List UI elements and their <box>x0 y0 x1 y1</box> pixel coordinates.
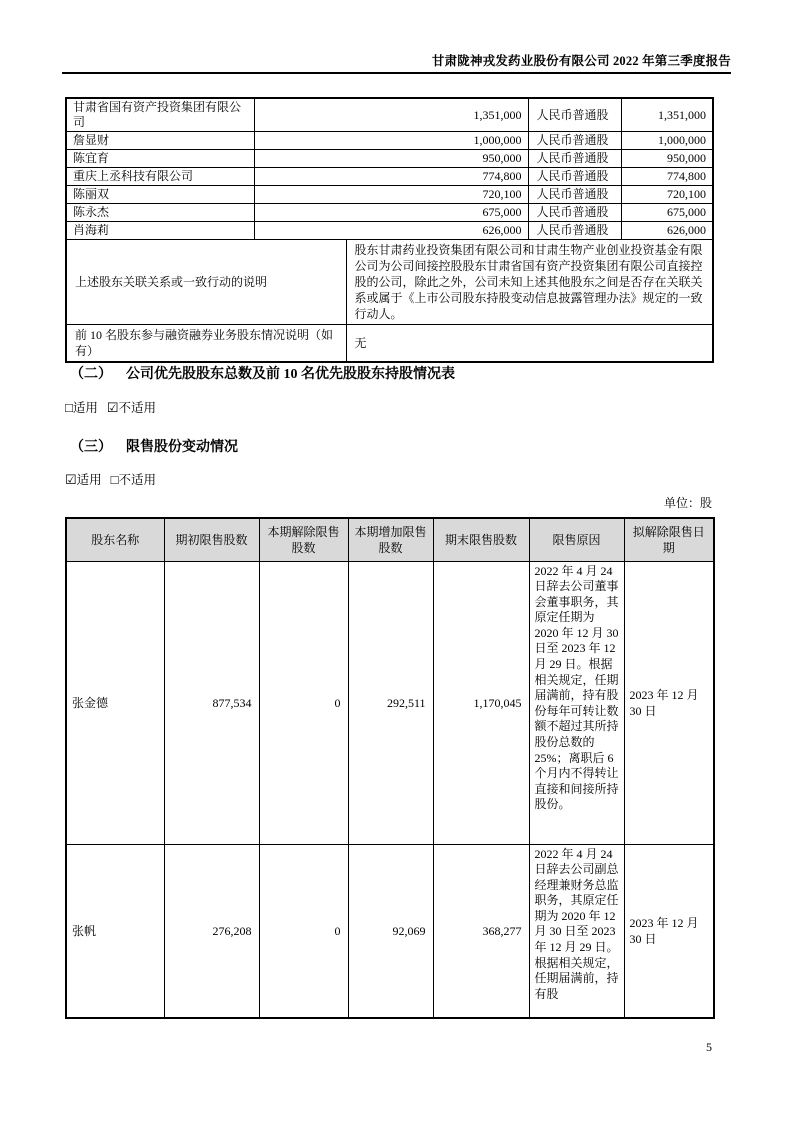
table-row <box>66 186 713 204</box>
applicable-option <box>65 473 102 487</box>
table-header-row <box>66 518 714 561</box>
shareholder-name: 张金德 <box>66 561 164 844</box>
col-header-released: 本期解除限售股数 <box>259 518 348 561</box>
shareholder-name: 张帆 <box>66 844 164 1018</box>
share-type: 人民币普通股 <box>528 132 621 150</box>
col-header-begin-restricted: 期初限售股数 <box>164 518 259 561</box>
col-header-end-restricted: 期末限售股数 <box>433 518 529 561</box>
shares-held: 675,000 <box>254 204 528 222</box>
shareholder-name: 陈永杰 <box>66 204 254 222</box>
shares-count: 950,000 <box>621 150 713 168</box>
table-row <box>66 98 713 132</box>
added-restricted-shares: 92,069 <box>348 844 433 1018</box>
shares-held: 950,000 <box>254 150 528 168</box>
shareholder-name: 重庆上丞科技有限公司 <box>66 168 254 186</box>
not-applicable-label: 不适用 <box>118 473 157 487</box>
planned-release-date: 2023 年 12 月 30 日 <box>624 844 714 1018</box>
share-type: 人民币普通股 <box>528 168 621 186</box>
released-shares: 0 <box>259 561 348 844</box>
col-header-release-date: 拟解除限售日期 <box>624 518 714 561</box>
section-3-applicability <box>65 470 156 488</box>
shares-count: 774,800 <box>621 168 713 186</box>
share-type: 人民币普通股 <box>528 150 621 168</box>
shareholder-name: 詹显财 <box>66 132 254 150</box>
section-2-heading <box>70 363 455 383</box>
unit-label: 单位：股 <box>663 496 712 510</box>
applicable-label: 适用 <box>76 473 102 487</box>
col-header-reason: 限售原因 <box>529 518 624 561</box>
not-applicable-option <box>107 401 156 415</box>
section-3-title: 限售股份变动情况 <box>126 440 238 455</box>
shares-count: 626,000 <box>621 222 713 240</box>
table-row <box>66 168 713 186</box>
table-row <box>66 204 713 222</box>
table-row <box>66 150 713 168</box>
restricted-shares-table <box>65 517 715 1019</box>
shares-held: 626,000 <box>254 222 528 240</box>
header-rule <box>62 72 731 74</box>
shareholder-name: 甘肃省国有资产投资集团有限公司 <box>66 98 254 132</box>
checkbox-checked-icon: ☑ <box>106 400 119 415</box>
not-applicable-option <box>111 473 156 487</box>
shares-held: 1,351,000 <box>254 98 528 132</box>
shares-count: 720,100 <box>621 186 713 204</box>
planned-release-date: 2023 年 12 月 30 日 <box>624 561 714 844</box>
relation-note-text: 股东甘肃药业投资集团有限公司和甘肃生物产业创业投资基金有限公司为公司间接控股股东甘肃省国有资产投资集团有限公司直接控股的公司，除此之外，公司未知上述其他股东之间是否存在关联关系或属于《上市公司股东持股变动信息披露管理办法》规定的一致行动人。 <box>346 240 713 325</box>
section-2-number: （二） <box>70 367 112 382</box>
shares-held: 720,100 <box>254 186 528 204</box>
shares-held: 1,000,000 <box>254 132 528 150</box>
shares-count: 1,000,000 <box>621 132 713 150</box>
end-restricted-shares: 1,170,045 <box>433 561 529 844</box>
shares-held: 774,800 <box>254 168 528 186</box>
col-header-shareholder-name: 股东名称 <box>66 518 164 561</box>
checkbox-unchecked-icon: □ <box>110 472 119 487</box>
col-header-added: 本期增加限售股数 <box>348 518 433 561</box>
page-number: 5 <box>706 1040 712 1054</box>
shares-count: 1,351,000 <box>621 98 713 132</box>
begin-restricted-shares: 877,534 <box>164 561 259 844</box>
table-row <box>66 844 714 1018</box>
restriction-reason: 2022 年 4 月 24 日辞去公司董事会董事职务，其原定任期为 2020 年 12 月 30 日至 2023 年 12 月 29 日。根据相关规定，任期届满前，持有股份每年可转让数额不超过其所持股份总数的 25%；离职后 6 个月内不得转让直接和间接所持股份。 <box>529 561 624 844</box>
shares-count: 675,000 <box>621 204 713 222</box>
restriction-reason: 2022 年 4 月 24 日辞去公司副总经理兼财务总监职务，其原定任期为 2020 年 12 月 30 日至 2023 年 12 月 29 日。根据相关规定，任期届满前，持有股 <box>529 844 624 1018</box>
section-2-applicability <box>65 398 156 416</box>
shareholder-name: 肖海莉 <box>66 222 254 240</box>
released-shares: 0 <box>259 844 348 1018</box>
not-applicable-label: 不适用 <box>118 401 157 415</box>
section-3-number: （三） <box>70 440 112 455</box>
shareholder-name: 陈宜育 <box>66 150 254 168</box>
relation-note-row <box>66 240 713 325</box>
checkbox-unchecked-icon: □ <box>65 400 73 415</box>
relation-note-label: 上述股东关联关系或一致行动的说明 <box>66 240 346 325</box>
top10-shareholders-table <box>65 97 714 363</box>
margin-trading-row <box>66 325 713 363</box>
share-type: 人民币普通股 <box>528 204 621 222</box>
table-row <box>66 132 713 150</box>
share-type: 人民币普通股 <box>528 98 621 132</box>
section-3-heading <box>70 436 238 456</box>
share-type: 人民币普通股 <box>528 186 621 204</box>
share-type: 人民币普通股 <box>528 222 621 240</box>
page-header-title: 甘肃陇神戎发药业股份有限公司 2022 年第三季度报告 <box>431 54 731 68</box>
begin-restricted-shares: 276,208 <box>164 844 259 1018</box>
section-2-title: 公司优先股股东总数及前 10 名优先股股东持股情况表 <box>126 367 455 382</box>
applicable-option <box>65 401 98 415</box>
table-row <box>66 222 713 240</box>
margin-trading-text: 无 <box>346 325 713 363</box>
table-row <box>66 561 714 844</box>
applicable-label: 适用 <box>72 401 98 415</box>
margin-trading-label: 前 10 名股东参与融资融券业务股东情况说明（如有） <box>66 325 346 363</box>
end-restricted-shares: 368,277 <box>433 844 529 1018</box>
checkbox-checked-icon: ☑ <box>65 472 77 487</box>
shareholder-name: 陈丽双 <box>66 186 254 204</box>
added-restricted-shares: 292,511 <box>348 561 433 844</box>
